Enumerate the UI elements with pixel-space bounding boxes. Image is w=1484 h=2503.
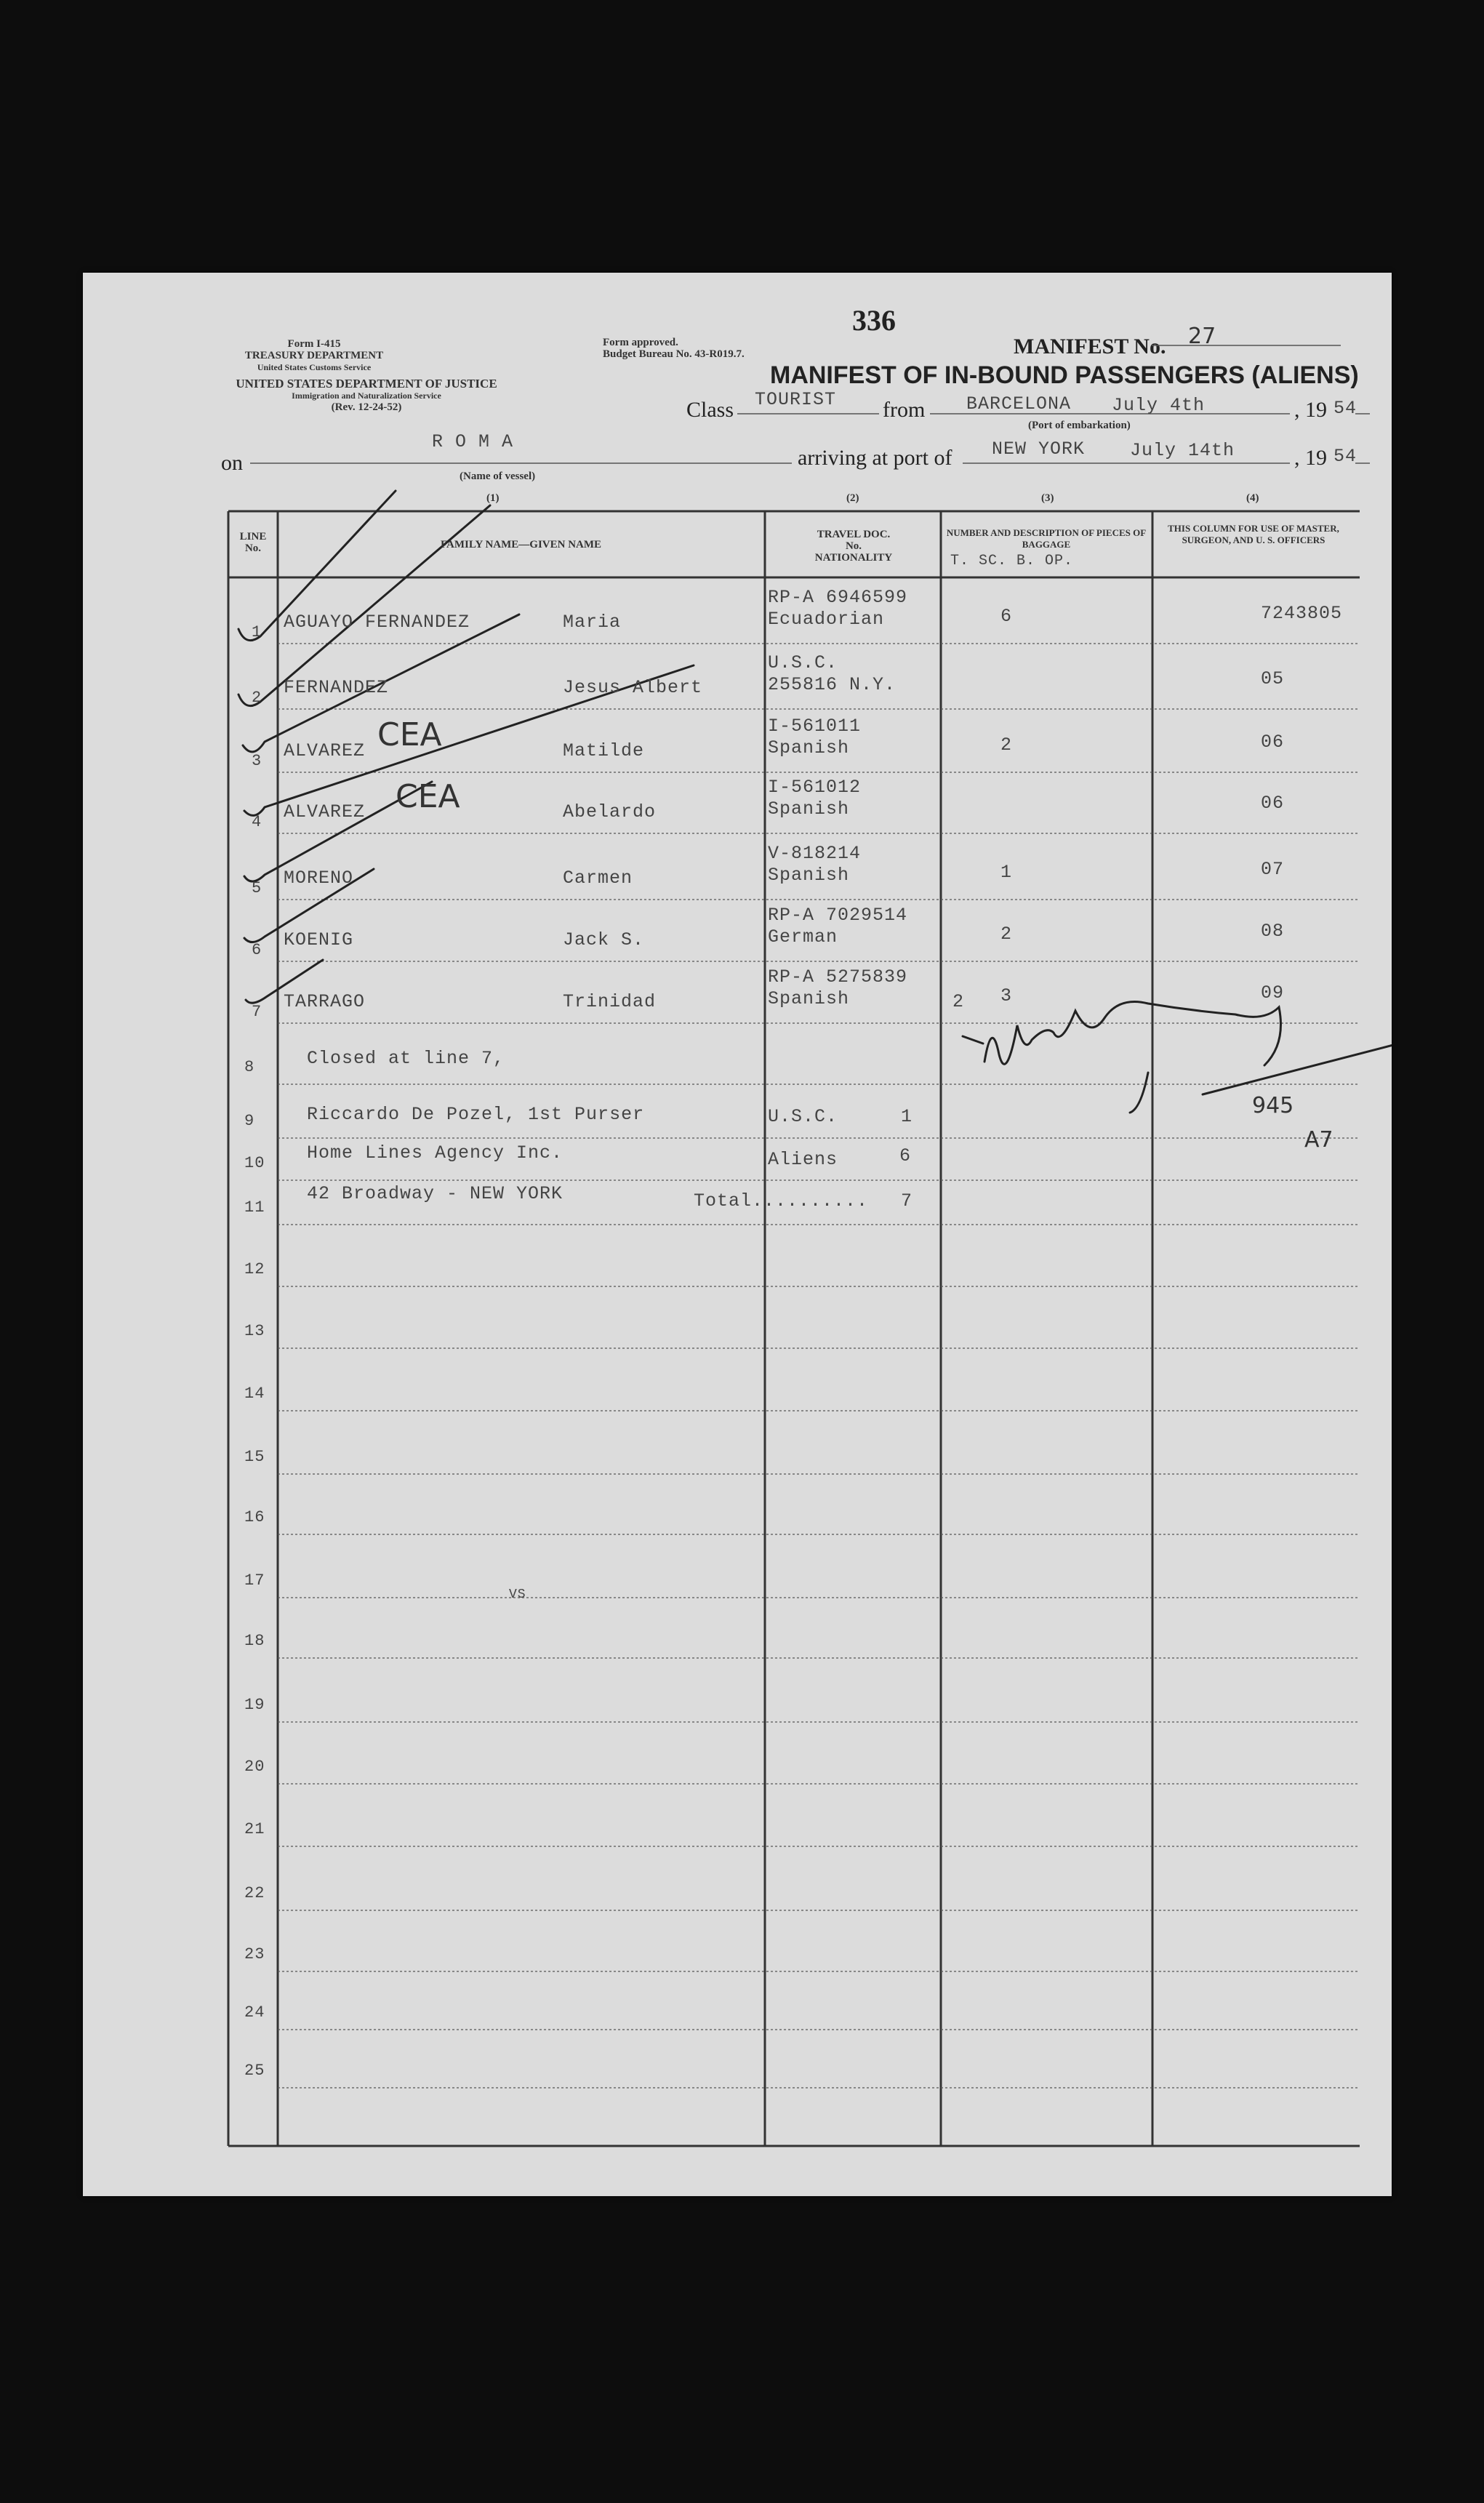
customs-label: United States Customs Service bbox=[257, 362, 372, 372]
travel-doc-number: I-561012 bbox=[768, 777, 862, 798]
line-number: 3 bbox=[252, 752, 262, 770]
aliens-count: 6 bbox=[899, 1145, 912, 1166]
line-number: 2 bbox=[252, 689, 262, 707]
form-lines bbox=[83, 273, 1392, 2196]
cea-annotation: CEA bbox=[377, 716, 442, 753]
manifest-page bbox=[83, 273, 1392, 2196]
baggage-sc: 2 bbox=[1000, 924, 1013, 945]
port-embark-label: (Port of embarkation) bbox=[1028, 420, 1131, 431]
given-name: Jack S. bbox=[563, 929, 645, 950]
column-number-4: (4) bbox=[1246, 492, 1259, 504]
justice-label: UNITED STATES DEPARTMENT OF JUSTICE bbox=[236, 377, 497, 391]
manifest-no-label: MANIFEST No. bbox=[1014, 335, 1166, 359]
baggage-t: 2 bbox=[952, 991, 965, 1012]
given-name: Maria bbox=[563, 612, 622, 633]
nationality: 255816 N.Y. bbox=[768, 674, 897, 695]
travel-doc-number: I-561011 bbox=[768, 716, 862, 737]
col-header-name: FAMILY NAME—GIVEN NAME bbox=[440, 539, 602, 550]
officer-code: 09 bbox=[1261, 982, 1285, 1004]
total-count: 7 bbox=[901, 1190, 913, 1212]
line-number: 20 bbox=[244, 1758, 265, 1776]
line-number: 5 bbox=[252, 879, 262, 897]
nationality: Spanish bbox=[768, 737, 850, 758]
usc-count: 1 bbox=[901, 1106, 913, 1127]
total-label: Total.......... bbox=[694, 1190, 869, 1212]
column-number-2: (2) bbox=[846, 492, 859, 504]
from-year: 54 bbox=[1333, 398, 1357, 419]
officer-code: 06 bbox=[1261, 732, 1285, 753]
arrival-port: NEW YORK bbox=[992, 438, 1086, 460]
given-name: Jesus Albert bbox=[563, 677, 703, 698]
manifest-no-value: 27 bbox=[1188, 324, 1216, 349]
line-number: 25 bbox=[244, 2062, 265, 2080]
line-number: 24 bbox=[244, 2003, 265, 2022]
arriving-label: arriving at port of bbox=[798, 446, 952, 470]
form-id: Form I-415 bbox=[287, 338, 341, 350]
ins-label: Immigration and Naturalization Service bbox=[292, 391, 441, 401]
given-name: Abelardo bbox=[563, 801, 657, 822]
line-number: 23 bbox=[244, 1945, 265, 1963]
given-name: Matilde bbox=[563, 740, 645, 761]
given-name: Carmen bbox=[563, 868, 633, 889]
family-name: ALVAREZ bbox=[284, 801, 366, 822]
travel-doc-number: RP-A 5275839 bbox=[768, 966, 908, 988]
from-year-prefix: , 19 bbox=[1294, 398, 1327, 422]
family-name: KOENIG bbox=[284, 929, 354, 950]
col-header-doc: TRAVEL DOC. No. NATIONALITY bbox=[814, 529, 893, 564]
line-number: 6 bbox=[252, 941, 262, 959]
arrival-year-prefix: , 19 bbox=[1294, 446, 1327, 470]
baggage-sc: 6 bbox=[1000, 606, 1013, 627]
arrival-date: July 14th bbox=[1130, 440, 1235, 461]
family-name: TARRAGO bbox=[284, 991, 366, 1012]
nationality: German bbox=[768, 926, 838, 948]
line-number: 9 bbox=[244, 1112, 255, 1130]
vs-mark: VS bbox=[509, 1587, 526, 1602]
from-label: from bbox=[883, 398, 926, 422]
family-name: ALVAREZ bbox=[284, 740, 366, 761]
officer-code: 06 bbox=[1261, 793, 1285, 814]
arrival-year: 54 bbox=[1333, 446, 1357, 467]
line-number: 8 bbox=[244, 1058, 255, 1076]
line-number: 16 bbox=[244, 1508, 265, 1526]
line-number: 19 bbox=[244, 1696, 265, 1714]
line-number: 13 bbox=[244, 1322, 265, 1340]
column-number-3: (3) bbox=[1041, 492, 1054, 504]
line-number: 21 bbox=[244, 1820, 265, 1838]
revision-label: (Rev. 12-24-52) bbox=[331, 401, 402, 413]
officer-code: 05 bbox=[1261, 668, 1285, 689]
from-date: July 4th bbox=[1112, 395, 1206, 416]
handwritten-note: 945 bbox=[1252, 1093, 1294, 1118]
class-value: TOURIST bbox=[755, 389, 837, 410]
vessel-name: R O M A bbox=[432, 431, 514, 452]
col-header-baggage-sub: T. SC. B. OP. bbox=[950, 553, 1074, 569]
travel-doc-number: V-818214 bbox=[768, 843, 862, 864]
line-number: 10 bbox=[244, 1154, 265, 1172]
purser-note: Riccardo De Pozel, 1st Purser bbox=[307, 1104, 645, 1125]
baggage-sc: 2 bbox=[1000, 734, 1013, 756]
travel-doc-number: RP-A 6946599 bbox=[768, 587, 908, 608]
cea-annotation: CEA bbox=[396, 778, 460, 815]
col-header-officers: THIS COLUMN FOR USE OF MASTER, SURGEON, AND U. S. OFFICERS bbox=[1168, 523, 1339, 545]
officer-code: 08 bbox=[1261, 921, 1285, 942]
usc-label: U.S.C. bbox=[768, 1106, 838, 1127]
line-number: 15 bbox=[244, 1448, 265, 1466]
manifest-title: MANIFEST OF IN-BOUND PASSENGERS (ALIENS) bbox=[770, 361, 1359, 389]
closed-note: Closed at line 7, bbox=[307, 1048, 505, 1069]
family-name: AGUAYO FERNANDEZ bbox=[284, 612, 470, 633]
family-name: MORENO bbox=[284, 868, 354, 889]
from-port: BARCELONA bbox=[966, 393, 1072, 415]
nationality: Spanish bbox=[768, 865, 850, 886]
page-number: 336 bbox=[852, 304, 896, 337]
treasury-label: TREASURY DEPARTMENT bbox=[244, 350, 384, 361]
budget-line: Budget Bureau No. 43-R019.7. bbox=[603, 348, 745, 360]
address-note: 42 Broadway - NEW YORK bbox=[307, 1183, 563, 1204]
line-number: 11 bbox=[244, 1198, 265, 1217]
family-name: FERNANDEZ bbox=[284, 677, 389, 698]
line-number: 7 bbox=[252, 1003, 262, 1021]
col-header-line: LINE No. bbox=[239, 531, 267, 554]
col-header-baggage: NUMBER AND DESCRIPTION OF PIECES OF BAGGAGE bbox=[946, 527, 1147, 550]
line-number: 4 bbox=[252, 813, 262, 831]
baggage-sc: 3 bbox=[1000, 985, 1013, 1006]
approval-line: Form approved. bbox=[603, 337, 678, 348]
line-number: 18 bbox=[244, 1632, 265, 1650]
line-number: 14 bbox=[244, 1385, 265, 1403]
class-label: Class bbox=[686, 398, 734, 422]
on-label: on bbox=[221, 451, 243, 475]
travel-doc-number: RP-A 7029514 bbox=[768, 905, 908, 926]
handwritten-note-2: A7 bbox=[1304, 1127, 1333, 1153]
given-name: Trinidad bbox=[563, 991, 657, 1012]
line-number: 17 bbox=[244, 1571, 265, 1590]
agency-note: Home Lines Agency Inc. bbox=[307, 1142, 563, 1164]
baggage-sc: 1 bbox=[1000, 862, 1013, 883]
aliens-label: Aliens bbox=[768, 1149, 838, 1170]
officer-code: 7243805 bbox=[1261, 603, 1343, 624]
line-number: 12 bbox=[244, 1260, 265, 1278]
nationality: Spanish bbox=[768, 798, 850, 820]
travel-doc-number: U.S.C. bbox=[768, 652, 838, 673]
nationality: Ecuadorian bbox=[768, 609, 885, 630]
officer-code: 07 bbox=[1261, 859, 1285, 880]
line-number: 22 bbox=[244, 1884, 265, 1902]
vessel-label: (Name of vessel) bbox=[460, 470, 536, 482]
nationality: Spanish bbox=[768, 988, 850, 1009]
line-number: 1 bbox=[252, 623, 262, 641]
column-number-1: (1) bbox=[486, 492, 500, 504]
